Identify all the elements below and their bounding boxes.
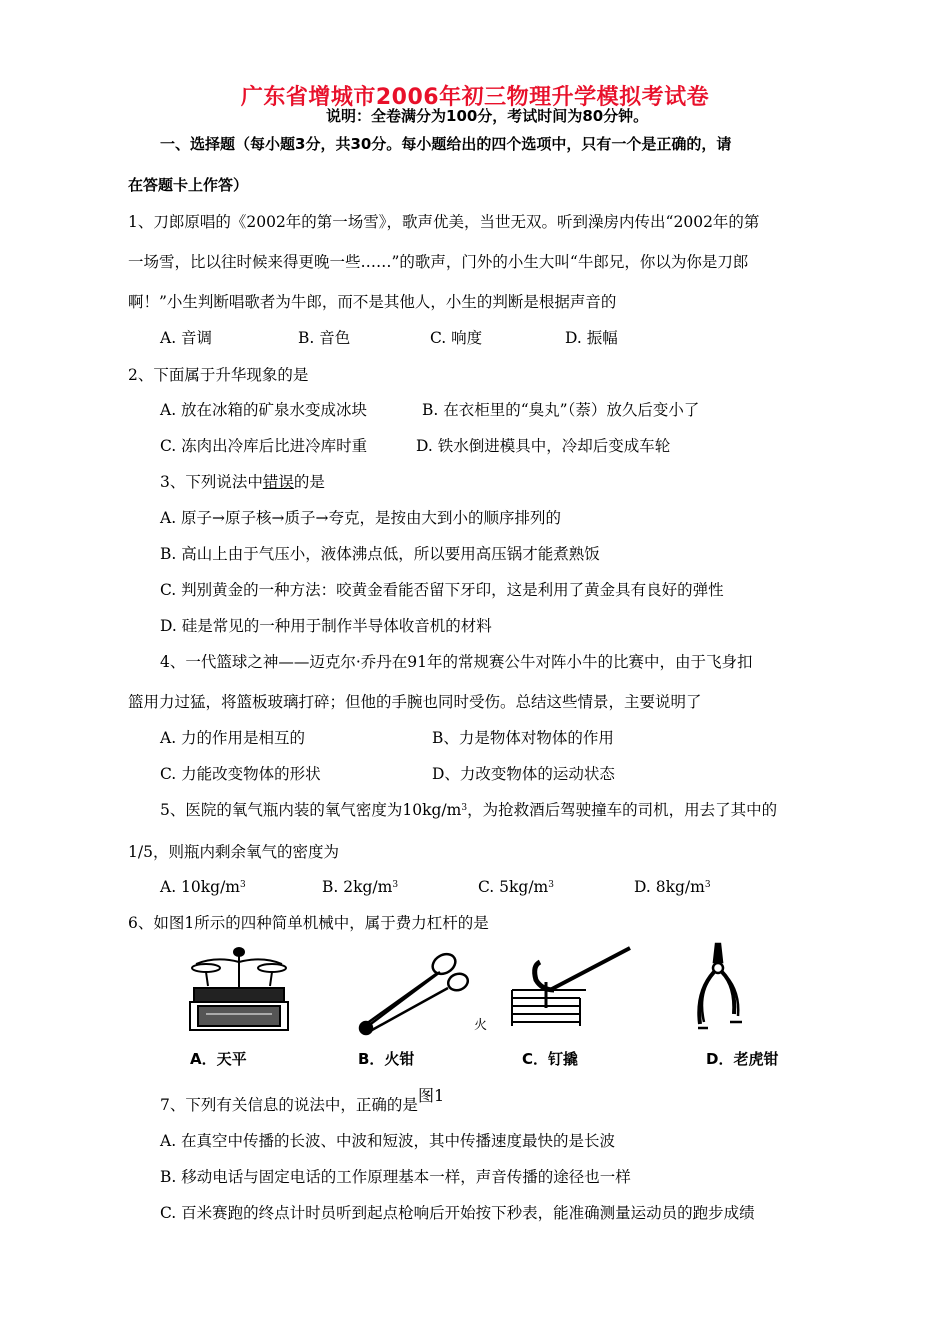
q5-option-a: A. $10kg/m^3$ bbox=[160, 878, 246, 896]
fig-label-a: A．天平 bbox=[190, 1050, 247, 1068]
q3-option-c: C. 判别黄金的一种方法：咬黄金看能否留下牙印，这是利用了黄金具有良好的弹性 bbox=[160, 581, 724, 599]
q1-stem-line3: 啊！”小生判断唱歌者为牛郎，而不是其他人，小生的判断是根据声音的 bbox=[128, 293, 617, 311]
stray-fragment: 火 bbox=[474, 1018, 488, 1033]
q4-option-b: B、力是物体对物体的作用 bbox=[432, 729, 614, 747]
fig-label-d: D．老虎钳 bbox=[706, 1050, 779, 1068]
q1-option-d: D. 振幅 bbox=[565, 329, 618, 347]
q7-option-a: A. 在真空中传播的长波、中波和短波，其中传播速度最快的是长波 bbox=[160, 1132, 616, 1150]
q1-option-a: A. 音调 bbox=[160, 329, 213, 347]
fig-label-b: B．火钳 bbox=[358, 1050, 415, 1068]
q5-option-c: C. $5kg/m^3$ bbox=[478, 878, 554, 896]
exam-note: 说明：全卷满分为100分，考试时间为80分钟。 bbox=[326, 107, 649, 125]
q2-option-d: D. 铁水倒进模具中，冷却后变成车轮 bbox=[416, 437, 671, 455]
q1-stem-line1: 1、刀郎原唱的《2002年的第一场雪》，歌声优美，当世无双。听到澡房内传出“2002年的第 bbox=[128, 213, 760, 231]
q1-option-b: B. 音色 bbox=[298, 329, 351, 347]
q4-option-d: D、力改变物体的运动状态 bbox=[432, 765, 615, 783]
q5-stem-line2: 1/5，则瓶内剩余氧气的密度为 bbox=[128, 843, 339, 861]
q2-option-a: A. 放在冰箱的矿泉水变成冰块 bbox=[160, 401, 368, 419]
q4-stem-line1: 4、一代篮球之神——迈克尔·乔丹在91年的常规赛公牛对阵小牛的比赛中，由于飞身扣 bbox=[160, 653, 753, 671]
q4-option-a: A. 力的作用是相互的 bbox=[160, 729, 306, 747]
q5-stem-line1: 5、医院的氧气瓶内装的氧气密度为$10kg/m^3$，为抢救酒后驾驶撞车的司机，用去了其中的 bbox=[160, 801, 778, 819]
q2-stem: 2、下面属于升华现象的是 bbox=[128, 366, 309, 384]
q3-option-b: B. 高山上由于气压小，液体沸点低，所以要用高压锅才能煮熟饭 bbox=[160, 545, 600, 563]
q7-option-c: C. 百米赛跑的终点计时员听到起点枪响后开始按下秒表，能准确测量运动员的跑步成绩 bbox=[160, 1204, 755, 1222]
q4-option-c: C. 力能改变物体的形状 bbox=[160, 765, 321, 783]
q3-option-a: A. 原子→原子核→质子→夸克，是按由大到小的顺序排列的 bbox=[160, 509, 562, 527]
fire-tongs-figure bbox=[352, 950, 472, 1038]
q5-option-b: B. $2kg/m^3$ bbox=[322, 878, 399, 896]
section-heading-line2: 在答题卡上作答） bbox=[128, 176, 249, 194]
q2-option-b: B. 在衣柜里的“臭丸”（萘）放久后变小了 bbox=[422, 401, 700, 419]
q6-stem: 6、如图1所示的四种简单机械中，属于费力杠杆的是 bbox=[128, 914, 489, 932]
exam-title: 广东省增城市2006年初三物理升学模拟考试卷 bbox=[240, 85, 710, 110]
q5-option-d: D. $8kg/m^3$ bbox=[634, 878, 711, 896]
pliers-figure bbox=[690, 942, 748, 1034]
figure-caption: 图1 bbox=[418, 1086, 445, 1105]
q1-option-c: C. 响度 bbox=[430, 329, 483, 347]
q1-stem-line2: 一场雪，比以往时候来得更晚一些……”的歌声，门外的小生大叫“牛郎兄，你以为你是刀郎 bbox=[128, 253, 749, 271]
q3-stem-underlined: 错误 bbox=[262, 473, 294, 491]
q3-stem: 3、下列说法中错误的是 bbox=[160, 473, 325, 491]
q4-stem-line2: 篮用力过猛，将篮板玻璃打碎；但他的手腕也同时受伤。总结这些情景，主要说明了 bbox=[128, 693, 702, 711]
q7-option-b: B. 移动电话与固定电话的工作原理基本一样，声音传播的途径也一样 bbox=[160, 1168, 631, 1186]
section-heading-line1: 一、选择题（每小题3分，共30分。每小题给出的四个选项中，只有一个是正确的，请 bbox=[160, 135, 732, 153]
nail-puller-figure bbox=[510, 946, 634, 1030]
q7-stem: 7、下列有关信息的说法中，正确的是 bbox=[160, 1096, 418, 1114]
q2-option-c: C. 冻肉出冷库后比进冷库时重 bbox=[160, 437, 368, 455]
fig-label-c: C．钉撬 bbox=[522, 1050, 579, 1068]
q3-option-d: D. 硅是常见的一种用于制作半导体收音机的材料 bbox=[160, 617, 492, 635]
balance-scale-figure bbox=[186, 946, 294, 1036]
